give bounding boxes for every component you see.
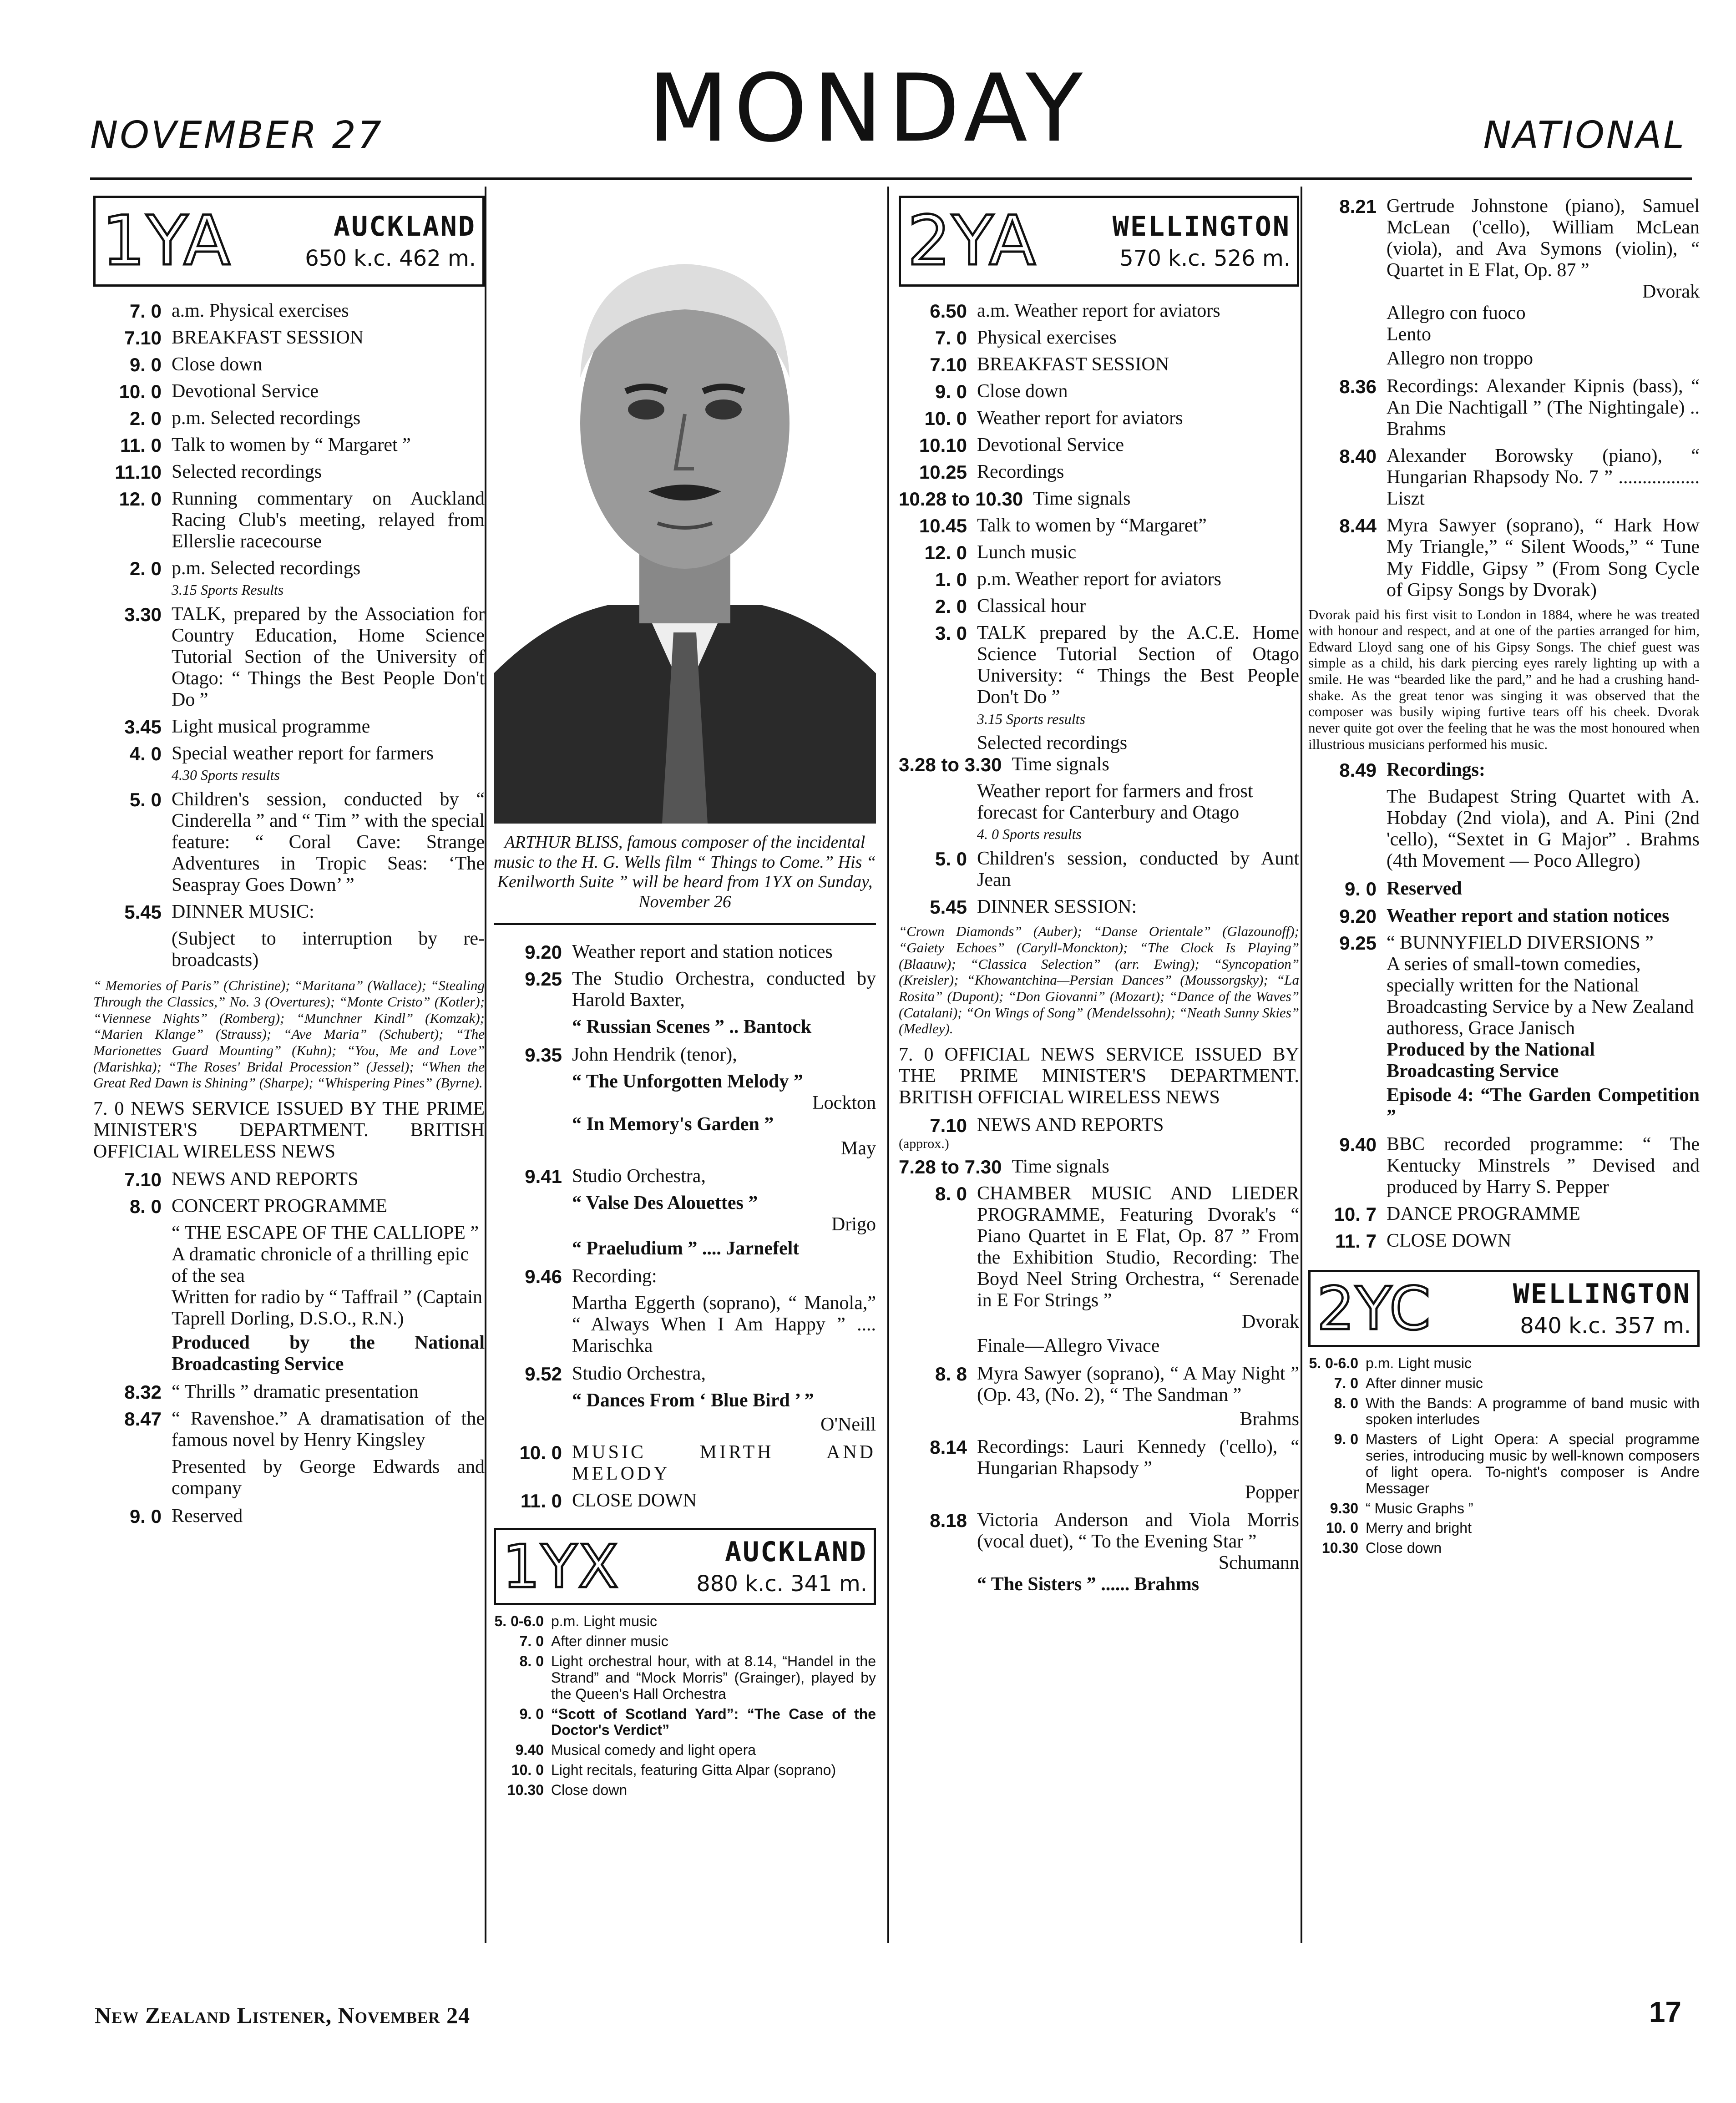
entry-time: 9.40	[1339, 1133, 1377, 1155]
entry-text: John Hendrik (tenor),	[572, 1044, 737, 1065]
entry-text: With the Bands: A programme of band music with spoken interludes	[1366, 1395, 1700, 1428]
entry-time: 5.45	[124, 901, 162, 923]
entry-text: Close down	[172, 354, 263, 375]
entry-time: 10.30	[507, 1781, 544, 1798]
entry-time: 5. 0	[935, 848, 967, 870]
programme-entry	[899, 1156, 1299, 1178]
entry-text: Myra Sawyer (soprano), “ Hark How My Triangle,” “ Silent Woods,” “ Tune My Fiddle, Gipsy ” (From Song Cycle of Gipsy Songs by Dvorak)	[1387, 515, 1700, 601]
entry-time: 11.10	[115, 461, 162, 483]
portrait-image	[494, 196, 876, 824]
programme-entry	[494, 1742, 876, 1759]
entry-text: CLOSE DOWN	[1387, 1230, 1512, 1251]
programme-entry	[899, 1183, 1299, 1311]
entry-time: 12. 0	[119, 488, 162, 510]
programme-entry	[899, 354, 1299, 375]
entry-text: TALK, prepared by the Association for Country Education, Home Science Tutorial Section of the University of Otago: “ Things the Best People Don't Do ”	[172, 604, 485, 711]
entry-time: 9. 0	[519, 1705, 544, 1722]
entry-time: 9. 0	[129, 354, 162, 376]
entry-text: p.m. Selected recordings	[172, 408, 361, 429]
entry-time: 9. 0	[129, 1506, 162, 1527]
entry-time: 10. 0	[924, 408, 967, 430]
programme-entry	[93, 1506, 485, 1527]
programme-entry	[494, 1706, 876, 1739]
entry-time: 5. 0-6.0	[1309, 1355, 1358, 1371]
entry-time: 7. 0	[935, 327, 967, 349]
programme-entry	[494, 941, 876, 963]
programme-entry	[494, 1166, 876, 1187]
programme-entry	[899, 381, 1299, 402]
entry-detail: (Subject to interruption by re-broadcasts)	[172, 928, 485, 971]
entry-text: Time signals	[1033, 488, 1131, 510]
station-frequency: 650 k.c. 462 m.	[305, 245, 476, 271]
entry-time: 10. 0	[1326, 1520, 1358, 1537]
entry-text: After dinner music	[1366, 1375, 1483, 1391]
programme-entry	[93, 1169, 485, 1190]
programme-entry	[1308, 1540, 1700, 1557]
entry-detail: Selected recordings	[977, 733, 1128, 754]
entry-time: 10.10	[919, 435, 967, 456]
station-box-2yc	[1308, 1270, 1700, 1347]
entry-time: 8.40	[1339, 445, 1377, 467]
entry-text: Myra Sawyer (soprano), “ A May Night ” (Op. 43, (No. 2), “ The Sandman ”	[977, 1363, 1299, 1405]
station-box-1yx	[494, 1528, 876, 1605]
programme-entry	[93, 743, 485, 764]
entry-text: Gertrude Johnstone (piano), Samuel McLean ('cello), William McLean (viola), and Ava Symons (violin), “ Quartet in E Flat, Op. 87 ”	[1387, 196, 1700, 281]
entry-text: Reserved	[172, 1506, 243, 1527]
entry-time: 10.30	[1321, 1540, 1358, 1557]
programme-entry	[494, 1762, 876, 1779]
entry-text: Weather report and station notices	[572, 941, 833, 962]
entry-time: 11. 0	[120, 435, 162, 456]
entry-text: Light orchestral hour, with at 8.14, “Handel in the Strand” and “Mock Morris” (Grainger), played by the Queen's Hall Orchestra	[551, 1653, 876, 1702]
column-2ya	[899, 196, 1299, 1595]
photo-caption: ARTHUR BLISS, famous composer of the incidental music to the H. G. Wells film “ Things to Come.” His “ Kenilworth Suite ” will be heard from 1YX on Sunday, November 26	[494, 833, 876, 925]
entry-text: Recordings:	[1387, 759, 1485, 781]
programme-entry	[899, 327, 1299, 349]
column-1ya	[93, 196, 485, 1533]
entry-text: TALK prepared by the A.C.E. Home Science Tutorial Section of Otago University: “ Things the Best People Don't Do ”	[977, 622, 1299, 708]
entry-time: 7. 0	[129, 300, 162, 322]
entry-text: p.m. Weather report for aviators	[977, 569, 1221, 590]
entry-text: Victoria Anderson and Viola Morris (vocal duet), “ To the Evening Star ”	[977, 1510, 1299, 1552]
entry-detail: “ Dances From ‘ Blue Bird ’ ”	[572, 1390, 814, 1411]
entry-composer: Lockton	[812, 1092, 876, 1113]
dinner-music-list: “Crown Diamonds” (Auber); “Danse Orientale” (Glazounoff); “Gaiety Echoes” (Caryll-Monckton); “The Clock Is Playing” (Blaauw); “Classica Selection” (arr. Ewing); “Syncopation” (Kreisler); “Khowantchina—Persian Dances” (Moussorgsky); “La Rosita” (Dupont); “Don Giovanni” (Mozart); “Dance of the Waves” (Catalani); “On Wings of Song” (Mendelssohn); “Neath Sunny Skies” (Medley).	[899, 923, 1299, 1037]
entry-time: 9.25	[1339, 932, 1377, 954]
entry-time: 10. 0	[119, 381, 162, 403]
programme-entry	[93, 716, 485, 738]
entry-time: 9.46	[525, 1266, 562, 1288]
publication-footer: New Zealand Listener, November 24	[95, 2002, 471, 2028]
programme-entry	[494, 968, 876, 1011]
entry-time: 8.44	[1339, 515, 1377, 537]
entry-time: 9. 0	[1334, 1431, 1358, 1448]
programme-entry	[494, 1613, 876, 1630]
programme-entry	[93, 604, 485, 711]
entry-time: 9.35	[525, 1044, 562, 1066]
entry-time: 10.25	[919, 461, 967, 483]
entry-time: 8.36	[1339, 376, 1377, 398]
entry-text: DANCE PROGRAMME	[1387, 1203, 1580, 1224]
column-2ya-continued-2yc	[1308, 196, 1700, 1560]
programme-entry	[1308, 905, 1700, 927]
station-call-sign: 1YX	[502, 1532, 620, 1602]
entry-text: Children's session, conducted by “ Cinderella ” and “ Tim ” with the special feature: “ Coral Cave: Strange Adventures in Tropic Seas: ‘The Seaspray Goes Down’ ”	[172, 789, 485, 896]
programme-entry	[1308, 196, 1700, 281]
programme-entry	[1308, 1355, 1700, 1372]
sub-entry: 4. 0 Sports results	[977, 826, 1082, 843]
entry-text: DINNER SESSION:	[977, 896, 1137, 918]
programme-entry	[93, 435, 485, 456]
entry-time: 7.10	[930, 1114, 967, 1136]
entry-time: 7. 0	[1334, 1375, 1358, 1391]
station-box-2ya	[899, 196, 1299, 287]
entry-text: Lunch music	[977, 542, 1077, 563]
programme-entry	[899, 461, 1299, 483]
entry-time: 4. 0	[129, 743, 162, 765]
entry-time: 12. 0	[924, 542, 967, 564]
programme-entry	[899, 435, 1299, 456]
entry-detail: (approx.)	[899, 1136, 949, 1151]
entry-time: 10.45	[919, 515, 967, 537]
entry-detail: “ The Sisters ” ...... Brahms	[977, 1574, 1200, 1595]
entry-time: 10. 0	[519, 1442, 562, 1464]
station-frequency: 570 k.c. 526 m.	[1119, 245, 1291, 271]
entry-text: “Scott of Scotland Yard”: “The Case of the Doctor's Verdict”	[551, 1705, 876, 1739]
entry-text: Talk to women by “ Margaret ”	[172, 435, 411, 456]
programme-entry	[899, 1436, 1299, 1479]
entry-detail: Episode 4: “The Garden Competition ”	[1387, 1084, 1700, 1127]
entry-text: NEWS AND REPORTS	[977, 1114, 1164, 1136]
entry-text: “ BUNNYFIELD DIVERSIONS ”	[1387, 932, 1654, 953]
entry-detail: “ THE ESCAPE OF THE CALLIOPE ”	[172, 1223, 479, 1244]
programme-entry	[1308, 1431, 1700, 1496]
entry-text: Light musical programme	[172, 716, 370, 738]
entry-time: 3.28 to 3.30	[899, 754, 1002, 776]
entry-text: Devotional Service	[977, 435, 1124, 456]
station-name: AUCKLAND	[334, 210, 476, 243]
entry-text: Talk to women by “Margaret”	[977, 515, 1207, 536]
entry-time: 7.10	[930, 354, 967, 376]
entry-text: BREAKFAST SESSION	[172, 327, 364, 349]
entry-text: Devotional Service	[172, 381, 319, 402]
entry-detail: A series of small-town comedies, specially written for the National Broadcasting Service by a New Zealand authoress, Grace Janisch	[1387, 953, 1694, 1039]
programme-entry	[899, 515, 1299, 536]
entry-detail: Martha Eggerth (soprano), “ Manola,” “ Always When I Am Happy ” .... Marischka	[572, 1293, 876, 1357]
entry-time: 10. 7	[1334, 1203, 1377, 1225]
entry-time: 5.45	[930, 896, 967, 918]
entry-text: Special weather report for farmers	[172, 743, 434, 764]
entry-composer: Popper	[1245, 1482, 1299, 1503]
entry-text: a.m. Weather report for aviators	[977, 300, 1220, 321]
programme-entry	[899, 596, 1299, 617]
entry-time: 8. 8	[935, 1363, 967, 1385]
programme-entry	[494, 1442, 876, 1485]
entry-detail: Lento	[1387, 324, 1431, 345]
entry-text: CONCERT PROGRAMME	[172, 1196, 387, 1217]
entry-time: 8.32	[124, 1381, 162, 1403]
programme-entry	[1308, 759, 1700, 781]
page-number: 17	[1649, 1996, 1681, 2028]
entry-time: 2. 0	[129, 408, 162, 430]
programme-entry	[93, 1196, 485, 1217]
entry-text: Close down	[1366, 1540, 1442, 1557]
entry-detail: “ Praeludium ” .... Jarnefelt	[572, 1238, 800, 1259]
column-divider	[887, 187, 889, 1943]
programme-entry	[494, 1266, 876, 1287]
entry-composer: Dvorak	[1642, 281, 1700, 303]
entry-time: 11. 7	[1335, 1230, 1377, 1252]
news-service-notice: 7. 0 OFFICIAL NEWS SERVICE ISSUED BY THE PRIME MINISTER'S DEPARTMENT. BRITISH OFFICIAL WIRELESS NEWS	[899, 1044, 1299, 1108]
entry-time: 9.20	[1339, 905, 1377, 927]
programme-entry	[494, 1653, 876, 1702]
news-service-notice: 7. 0 NEWS SERVICE ISSUED BY THE PRIME MINISTER'S DEPARTMENT. BRITISH OFFICIAL WIRELESS NEWS	[93, 1098, 485, 1163]
entry-time: 9.41	[525, 1166, 562, 1188]
composer-portrait	[494, 196, 876, 824]
station-name: WELLINGTON	[1112, 210, 1291, 243]
entry-time: 9. 0	[935, 381, 967, 403]
programme-entry	[1308, 1395, 1700, 1428]
entry-time: 7.28 to 7.30	[899, 1156, 1002, 1178]
entry-text: Masters of Light Opera: A special programme series, introducing music by well-known composers of light opera. To-night's composer is Andre Messager	[1366, 1431, 1700, 1496]
entry-text: Physical exercises	[977, 327, 1117, 349]
entry-detail: Written for radio by “ Taffrail ” (Captain Taprell Dorling, D.S.O., R.N.)	[172, 1287, 483, 1330]
entry-text: CLOSE DOWN	[572, 1490, 697, 1512]
entry-time: 6.50	[930, 300, 967, 322]
entry-text: Close down	[551, 1781, 628, 1798]
programme-entry	[1308, 1134, 1700, 1198]
programme-entry	[899, 542, 1299, 563]
entry-text: Recordings	[977, 461, 1064, 483]
entry-detail: The Budapest String Quartet with A. Hobday (2nd viola), and A. Pini (2nd 'cello), “Sextet in G Major” . Brahms (4th Movement — Poco Allegro)	[1387, 786, 1700, 872]
entry-text: CHAMBER MUSIC AND LIEDER PROGRAMME, Featuring Dvorak's “ Piano Quartet in E Flat, Op. 87 ” From the Exhibition Studio, Recording: The Boyd Neel String Orchestra, “ Serenade in E For Strings ”	[977, 1183, 1299, 1311]
programme-entry	[899, 1510, 1299, 1552]
programme-entry	[93, 488, 485, 552]
programme-entry	[899, 300, 1299, 322]
programme-entry	[93, 408, 485, 429]
programme-entry	[1308, 445, 1700, 510]
entry-composer: Schumann	[1218, 1552, 1299, 1574]
programme-entry	[899, 408, 1299, 429]
station-call-sign: 2YC	[1317, 1274, 1432, 1343]
entry-time: 3.30	[124, 604, 162, 626]
programme-entry	[1308, 376, 1700, 440]
entry-text: Musical comedy and light opera	[551, 1742, 756, 1759]
column-divider	[1301, 187, 1302, 1943]
programme-entry	[93, 381, 485, 402]
programme-entry	[93, 1381, 485, 1403]
entry-time: 2. 0	[129, 558, 162, 580]
entry-text: DINNER MUSIC:	[172, 901, 314, 923]
entry-time: 8.47	[124, 1408, 162, 1430]
entry-time: 5. 0-6.0	[494, 1613, 544, 1630]
entry-detail: Allegro con fuoco	[1387, 303, 1526, 324]
programme-entry	[93, 901, 485, 923]
dvorak-note: Dvorak paid his first visit to London in 1884, where he was treated with honour and respect, and at one of the parties arranged for him, Edward Lloyd sang one of his Gipsy Songs. The chief guest was simple as a child, his dark piercing eyes rarely lighting up with a smile. He was “bearded like the pard,” and he had a crushing hand-shake. As the great tenor was singing it was observed that the composer was busily wiping furtive tears off his cheek. Dvorak never quite got over the feeling that he was the most honoured when illustrious musicians performed his music.	[1308, 606, 1700, 752]
programme-entry	[899, 754, 1299, 775]
entry-text: Classical hour	[977, 596, 1086, 617]
entry-detail: Produced by the National Broadcasting Service	[172, 1332, 485, 1375]
entry-text: Weather report for aviators	[977, 408, 1183, 429]
station-name: AUCKLAND	[725, 1536, 867, 1568]
entry-time: 2. 0	[935, 596, 967, 617]
entry-detail: Presented by George Edwards and company	[172, 1456, 485, 1499]
entry-detail: Finale—Allegro Vivace	[977, 1335, 1160, 1356]
entry-text: BBC recorded programme: “ The Kentucky Minstrels ” Devised and produced by Harry S. Pepper	[1387, 1133, 1700, 1198]
sub-entry: 3.15 Sports results	[977, 710, 1085, 727]
programme-entry	[1308, 1203, 1700, 1225]
programme-entry	[494, 1633, 876, 1650]
dinner-music-list: “ Memories of Paris” (Christine); “Maritana” (Wallace); “Stealing Through the Classics,” No. 3 (Overtures); “Monte Cristo” (Kotler); “Viennese Nights” (Romberg); “Munchner Kindl” (Komzak); “Marien Klange” (Strauss); “Ave Maria” (Schubert); “The Marionettes Guard Mounting” (Kuhn); “You, Me and Love” (Marishka); “The Roses' Bridal Procession” (Jessel); “When the Great Red Dawn is Shining” (Sharpe); “Whispering Pines” (Byrne).	[93, 977, 485, 1091]
programme-entry	[93, 327, 485, 349]
entry-text: Recordings: Lauri Kennedy ('cello), “ Hungarian Rhapsody ”	[977, 1436, 1299, 1479]
programme-entry	[1308, 1501, 1700, 1517]
entry-composer: Dvorak	[1242, 1311, 1299, 1332]
entry-text: Weather report and station notices	[1387, 905, 1670, 926]
programme-entry	[93, 558, 485, 579]
entry-text: Reserved	[1387, 878, 1462, 900]
entry-text: a.m. Physical exercises	[172, 300, 349, 321]
entry-time: 3.45	[124, 716, 162, 738]
entry-text: Merry and bright	[1366, 1520, 1472, 1537]
station-frequency: 840 k.c. 357 m.	[1520, 1313, 1691, 1339]
station-call-sign: 2YA	[907, 202, 1037, 281]
station-name: WELLINGTON	[1513, 1278, 1691, 1310]
entry-text: p.m. Light music	[1366, 1355, 1472, 1371]
station-call-sign: 1YA	[102, 202, 232, 281]
programme-entry	[1308, 878, 1700, 900]
entry-text: Running commentary on Auckland Racing Club's meeting, relayed from Ellerslie racecourse	[172, 488, 485, 552]
entry-text: “ Music Graphs ”	[1366, 1500, 1473, 1517]
entry-time: 8.14	[930, 1436, 967, 1458]
programme-entry	[1308, 1520, 1700, 1537]
entry-time: 1. 0	[935, 569, 967, 591]
entry-text: Children's session, conducted by Aunt Jean	[977, 848, 1299, 891]
entry-text: Alexander Borowsky (piano), “ Hungarian Rhapsody No. 7 ” ................. Liszt	[1387, 445, 1700, 510]
programme-entry	[899, 848, 1299, 891]
entry-time: 8. 0	[519, 1653, 544, 1670]
network-label: NATIONAL	[1483, 114, 1686, 157]
entry-time: 10.28 to 10.30	[899, 488, 1023, 510]
entry-text: “ Thrills ” dramatic presentation	[172, 1381, 419, 1403]
entry-time: 8.21	[1339, 196, 1377, 217]
entry-text: Light recitals, featuring Gitta Alpar (soprano)	[551, 1762, 836, 1779]
programme-entry	[899, 569, 1299, 590]
entry-detail: Allegro non troppo	[1387, 348, 1533, 369]
programme-entry	[1308, 515, 1700, 601]
programme-entry	[494, 1363, 876, 1385]
entry-time: 10. 0	[511, 1762, 544, 1779]
entry-text: Time signals	[1012, 754, 1109, 775]
entry-text: The Studio Orchestra, conducted by Harold Baxter,	[572, 968, 876, 1011]
entry-time: 7.10	[124, 327, 162, 349]
programme-entry	[899, 896, 1299, 918]
programme-entry	[899, 1363, 1299, 1406]
entry-time: 9.25	[525, 968, 562, 990]
entry-time: 9. 0	[1344, 878, 1377, 900]
programme-entry	[1308, 1230, 1700, 1252]
programme-entry	[494, 1490, 876, 1512]
entry-time: 7. 0	[519, 1633, 544, 1650]
issue-date: NOVEMBER 27	[90, 114, 383, 157]
entry-text: NEWS AND REPORTS	[172, 1169, 359, 1190]
programme-entry	[93, 354, 485, 375]
entry-time: 8. 0	[129, 1196, 162, 1218]
programme-entry	[899, 1115, 1299, 1136]
entry-text: BREAKFAST SESSION	[977, 354, 1169, 375]
entry-detail: Weather report for farmers and frost forecast for Canterbury and Otago	[977, 781, 1253, 824]
programme-entry	[93, 1408, 485, 1451]
sub-entry: 4.30 Sports results	[172, 767, 280, 784]
entry-detail: Produced by the National Broadcasting Service	[1387, 1039, 1595, 1082]
column-photo-1yx	[494, 196, 876, 1802]
station-frequency: 880 k.c. 341 m.	[696, 1571, 867, 1597]
entry-text: p.m. Light music	[551, 1613, 657, 1630]
programme-entry	[93, 461, 485, 483]
entry-time: 8.49	[1339, 759, 1377, 781]
entry-time: 11. 0	[520, 1490, 562, 1512]
programme-entry	[494, 1044, 876, 1066]
entry-time: 8.18	[930, 1510, 967, 1532]
entry-time: 8. 0	[1334, 1395, 1358, 1411]
page-title: MONDAY	[648, 55, 1088, 163]
entry-time: 3. 0	[935, 622, 967, 644]
entry-detail: A dramatic chronicle of a thrilling epic of the sea	[172, 1244, 469, 1287]
entry-text: Recording:	[572, 1266, 657, 1287]
programme-entry	[93, 789, 485, 896]
column-divider	[485, 187, 486, 1943]
entry-composer: May	[841, 1138, 876, 1159]
entry-composer: Brahms	[1240, 1408, 1299, 1430]
header-rule	[90, 177, 1692, 180]
entry-text: Studio Orchestra,	[572, 1166, 706, 1187]
programme-entry	[899, 488, 1299, 510]
entry-detail: “ Russian Scenes ” .. Bantock	[572, 1016, 812, 1037]
entry-text: Recordings: Alexander Kipnis (bass), “ An Die Nachtigall ” (The Nightingale) .. Brahms	[1387, 376, 1700, 440]
entry-time: 9.30	[1330, 1500, 1358, 1517]
entry-text: p.m. Selected recordings	[172, 558, 361, 579]
entry-time: 9.20	[525, 941, 562, 963]
entry-text: Close down	[977, 381, 1068, 402]
entry-time: 8. 0	[935, 1183, 967, 1204]
entry-time: 9.52	[525, 1363, 562, 1385]
programme-entry	[93, 300, 485, 322]
programme-entry	[1308, 932, 1700, 954]
entry-time: 5. 0	[129, 789, 162, 811]
entry-text: MUSIC MIRTH AND MELODY	[572, 1442, 876, 1485]
entry-text: Studio Orchestra,	[572, 1363, 706, 1385]
entry-composer: Drigo	[831, 1214, 876, 1235]
station-box-1ya	[93, 196, 485, 287]
entry-detail: “ In Memory's Garden ”	[572, 1113, 774, 1135]
entry-composer: O'Neill	[820, 1414, 876, 1436]
entry-text: Time signals	[1012, 1156, 1109, 1177]
entry-time: 7.10	[124, 1169, 162, 1191]
programme-entry	[494, 1782, 876, 1799]
sub-entry: 3.15 Sports Results	[172, 581, 284, 598]
entry-text: “ Ravenshoe.” A dramatisation of the famous novel by Henry Kingsley	[172, 1408, 485, 1451]
entry-detail: “ The Unforgotten Melody ”	[572, 1071, 803, 1092]
entry-time: 9.40	[515, 1742, 544, 1759]
entry-text: After dinner music	[551, 1633, 668, 1650]
programme-entry	[899, 622, 1299, 708]
entry-detail: “ Valse Des Alouettes ”	[572, 1193, 758, 1214]
programme-entry	[1308, 1375, 1700, 1392]
entry-text: Selected recordings	[172, 461, 322, 483]
